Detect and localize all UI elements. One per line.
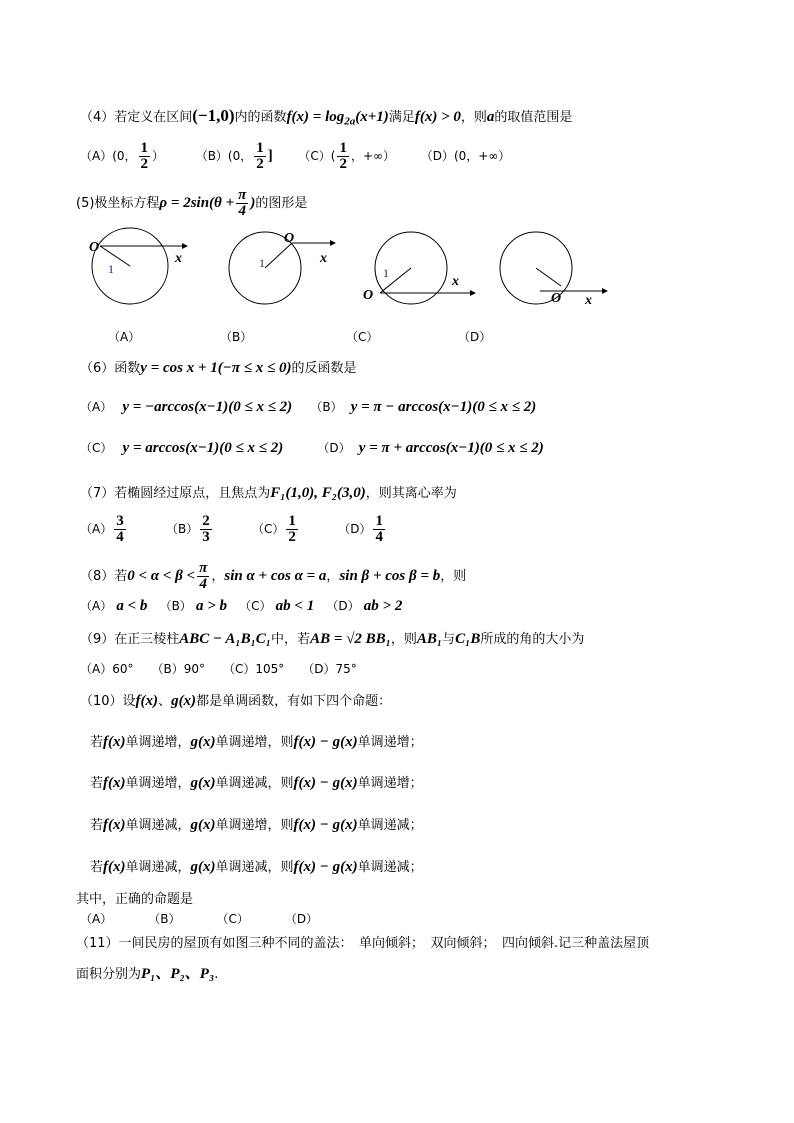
q8-ineq: 0 < α < β < [127,568,196,584]
p-f: f(x) [103,817,126,833]
q7-fraction-c [286,514,298,545]
p-fg: f(x) − g(x) [293,859,358,875]
p-f: f(x) [103,734,126,750]
q4-cond: f(x) > 0 [414,109,461,125]
frac-den: 2 [256,156,264,172]
p-fg: f(x) − g(x) [293,775,358,791]
q4-interval: (−1,0) [192,106,235,125]
q5-prefix: (5)极坐标方程 [76,196,160,211]
radius-a [100,246,130,266]
q4-arg: (x+1) [355,109,389,125]
frac-den: 4 [375,529,383,545]
q9-mid1: 中，若 [271,632,311,647]
frac-num: π [238,187,247,203]
frac-den: 2 [339,156,347,172]
q8-prefix: （8）若 [80,569,128,584]
q10-prefix: （10）设 [80,694,136,709]
q4-mid1: 内的函数 [234,110,287,125]
p-fg: f(x) − g(x) [293,734,358,750]
q9-prism: ABC − A₁B₁C₁ [179,631,272,647]
q7-b-label: （B） [166,522,199,536]
q8-opt-d: ab > 2 [363,598,403,614]
q9-s1: AB₁ [416,631,443,647]
q11-vars: P₁、P₂、P₃ [141,966,215,982]
p-f-mono: 单调递增， [125,776,191,791]
p-g-mono: 单调递减，则 [215,776,294,791]
frac-den: 4 [116,529,124,545]
q11-line2 [76,962,218,983]
frac-den: 2 [288,529,296,545]
q4-opt-b-pre: （B）(0， [195,149,253,163]
label-x-d: x [585,293,592,308]
q7-options [80,514,387,545]
p-if: 若 [90,860,104,875]
q6-opt-a: y = −arccos(x−1)(0 ≤ x ≤ 2) [122,399,293,415]
q7-prefix: （7）若椭圆经过原点，且焦点为 [80,486,271,501]
q8-suffix: ，则 [440,569,467,584]
q6-prefix: （6）函数 [80,361,141,376]
q7-foci: F₁(1,0), F₂(3,0) [270,485,366,501]
q7-fraction-a [114,514,126,545]
q4-opt-a-post: ） [152,149,165,163]
q7-suffix: ，则其离心率为 [365,486,457,501]
q6-d-label: （D） [317,441,351,455]
p-res: 单调递增； [357,776,423,791]
q9-mid3: 与 [442,632,456,647]
q6-options-ab [80,398,536,416]
frac-num: 1 [375,513,383,529]
p-if: 若 [90,735,104,750]
label-one-b: 1 [259,256,265,270]
frac-num: 2 [202,513,210,529]
p-g: g(x) [190,775,216,791]
q8-eq2: sin β + cos β = b [339,568,441,584]
q10-conclusion: 其中，正确的命题是 [76,892,194,907]
q9-stem [80,628,584,648]
q9-eq: AB = √2 BB₁ [310,631,391,647]
p-f-mono: 单调递增， [125,735,191,750]
q8-opt-a: a < b [116,598,148,614]
q6-a-label: （A） [80,400,113,414]
q7-fraction-b [200,514,212,545]
frac-num: 1 [288,513,296,529]
p-f: f(x) [103,775,126,791]
label-o-a: O [89,240,100,255]
p-g-mono: 单调递增，则 [215,818,294,833]
q8-options [80,597,402,615]
q6-stem [80,357,357,377]
q6-opt-b: y = π − arccos(x−1)(0 ≤ x ≤ 2) [350,399,537,415]
p-res: 单调递减； [357,818,423,833]
p-f-mono: 单调递减， [125,860,191,875]
q6-options-cd [80,439,544,457]
label-x-b: x [320,251,327,266]
radius-d [536,268,561,286]
q11-line2-pre: 面积分别为 [76,967,142,982]
q6-suffix: 的反函数是 [291,361,357,376]
arrow-c [470,290,476,296]
q7-stem [80,482,457,502]
q9-mid2: ，则 [390,632,417,647]
radius-b [265,243,292,268]
q11-line1: （11）一间民房的屋顶有如图三种不同的盖法： 单向倾斜； 双向倾斜； 四向倾斜.记三种盖法屋顶 [76,936,650,951]
q5-label-a: （A） [108,330,141,344]
q8-stem [80,561,466,592]
p-if: 若 [90,776,104,791]
arrow-d [602,288,608,294]
arrow-b [330,240,336,246]
q9-suffix: 所成的角的大小为 [480,632,585,647]
figure-c [363,232,476,304]
q5-label-d: （D） [458,330,492,344]
q4-var: a [486,109,495,125]
p-g: g(x) [190,817,216,833]
q6-opt-d: y = π + arccos(x−1)(0 ≤ x ≤ 2) [358,440,544,456]
p-f-mono: 单调递减， [125,818,191,833]
q8-eq1: sin α + cos α = a [224,568,327,584]
q8-opt-c: ab < 1 [275,598,315,614]
q4-opt-d: （D）(0，+∞） [420,149,511,163]
q7-d-label: （D） [338,522,372,536]
q5-label-c: （C） [346,330,379,344]
p-g-mono: 单调递增，则 [215,735,294,750]
frac-den: 4 [199,576,207,592]
q4-opt-c-post: ，+∞） [350,149,396,163]
q8-opt-b: a > b [195,598,227,614]
frac-num: π [199,560,208,576]
p-g-mono: 单调递减，则 [215,860,294,875]
label-x-a: x [175,251,182,266]
q8-sep2: ， [326,569,340,584]
q5-figures [0,0,794,330]
frac-den: 3 [202,529,210,545]
q4-func: f(x) = log [286,109,345,125]
frac-num: 1 [140,140,149,156]
p-f: f(x) [103,859,126,875]
p-g: g(x) [190,859,216,875]
q8-b-label: （B） [159,599,192,613]
q10-proposition-1 [90,731,423,751]
q9-prefix: （9）在正三棱柱 [80,632,180,647]
q4-mid3: ，则 [460,110,487,125]
q6-c-label: （C） [80,441,113,455]
frac-num: 1 [256,140,264,156]
q10-sep: 、 [158,694,172,709]
q4-prefix: （4）若定义在区间 [80,110,193,125]
label-o-c: O [363,288,374,303]
label-one-a: 1 [108,262,114,276]
q7-fraction-d [373,514,385,545]
q6-eq: y = cos x + 1(−π ≤ x ≤ 0) [140,360,292,376]
q4-opt-a-pre: （A）(0， [80,149,137,163]
q10-proposition-4 [90,856,423,876]
label-o-b: O [284,231,295,246]
q5-eq-pre: ρ = 2sin(θ + [159,195,235,211]
frac-num: 1 [339,140,347,156]
frac-num: 3 [116,513,124,529]
q10-proposition-3 [90,814,423,834]
q10-f: f(x) [135,693,159,709]
p-if: 若 [90,818,104,833]
p-fg: f(x) − g(x) [293,817,358,833]
q4-opt-c-pre: （C）( [298,149,336,163]
q10-stem [80,690,391,710]
q5-suffix: 的图形是 [255,196,308,211]
p-res: 单调递增； [357,735,423,750]
q6-opt-c: y = arccos(x−1)(0 ≤ x ≤ 2) [122,440,284,456]
q10-g: g(x) [171,693,197,709]
p-res: 单调递减； [357,860,423,875]
frac-den: 4 [238,203,246,219]
figure-d [500,232,608,308]
q6-b-label: （B） [310,400,343,414]
q8-d-label: （D） [326,599,360,613]
q11-line2-post: . [214,967,219,982]
q4-base: 2a [344,115,356,128]
q4-opt-b-post: ] [267,148,273,164]
q4-mid2: 满足 [388,110,415,125]
arrow-a [182,243,188,249]
q9-options: （A）60° （B）90° （C）105° （D）75° [80,662,357,676]
frac-den: 2 [140,156,149,172]
q9-s2: C₁B [455,631,481,647]
q7-c-label: （C） [252,522,285,536]
q10-proposition-2 [90,772,423,792]
label-x-c: x [452,274,459,289]
q5-label-b: （B） [220,330,253,344]
figure-a [89,228,188,304]
q8-sep1: ， [211,569,225,584]
q7-a-label: （A） [80,522,113,536]
q10-options: （A） （B） （C） （D） [80,912,319,926]
q8-a-label: （A） [80,599,113,613]
figure-b [229,231,336,304]
p-g: g(x) [190,734,216,750]
q10-suffix: 都是单调函数，有如下四个命题： [196,694,392,709]
q8-fraction [197,561,209,592]
label-o-d: O [551,291,562,306]
q4-suffix: 的取值范围是 [494,110,573,125]
q8-c-label: （C） [239,599,272,613]
q5-eq-post: ) [250,195,256,211]
label-one-c: 1 [383,266,389,280]
